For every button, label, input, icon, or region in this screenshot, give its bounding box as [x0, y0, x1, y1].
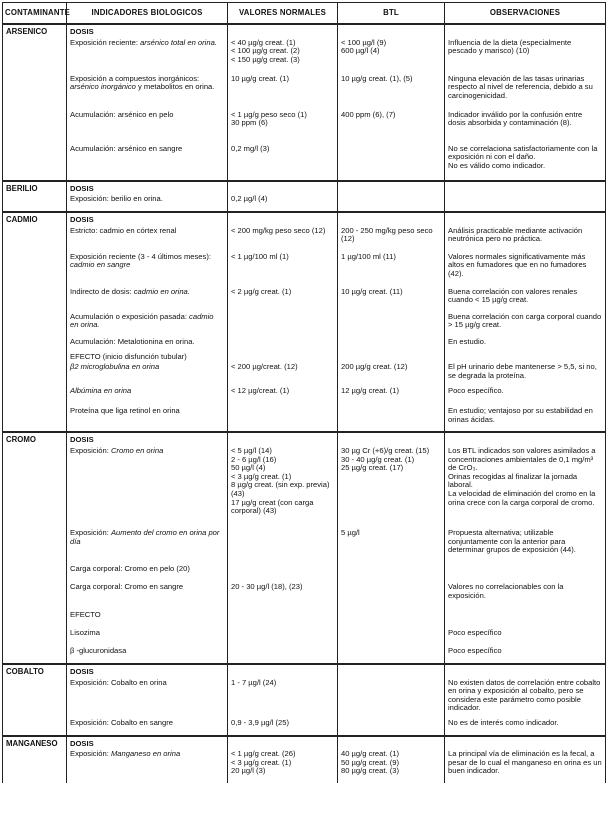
- normal-values-cell: 0,9 - 3,9 µg/l (25): [228, 718, 338, 736]
- observations-cell: Propuesta alternativa; utilizable conjuntamente con la anterior para determinar grupos de exposición (44).: [445, 528, 606, 564]
- indicator-cell: β -glucuronidasa: [67, 646, 228, 664]
- section-label: EFECTO (inicio disfunción tubular): [67, 352, 228, 363]
- table-row: [3, 386, 606, 406]
- observations-cell: Valores normales significativamente más altos en fumadores que en no fumadores (42).: [445, 252, 606, 287]
- indicator-cell: Acumulación o exposición pasada: cadmio en orina.: [67, 312, 228, 337]
- indicator-cell: β2 microglobulina en orina: [67, 362, 228, 386]
- indicator-cell: Exposición: Manganeso en orina: [67, 749, 228, 783]
- normal-values-cell: < 40 µg/g creat. (1) < 100 µg/g creat. (2) < 150 µg/g creat. (3): [228, 38, 338, 74]
- observations-cell: Valores no correlacionables con la exposición.: [445, 582, 606, 610]
- observations-cell: En estudio.: [445, 337, 606, 352]
- normal-values-cell: < 200 mg/kg peso seco (12): [228, 226, 338, 252]
- indicator-cell: Albúmina en orina: [67, 386, 228, 406]
- contaminant-name: BERILIO: [3, 181, 67, 195]
- table-row: [3, 38, 606, 74]
- observations-cell: Indicador inválido por la confusión entre dosis absorbida y contaminación (8).: [445, 110, 606, 144]
- indicator-cell: Exposición a compuestos inorgánicos: arsénico inorgánico y metabolitos en orina.: [67, 74, 228, 110]
- section-label: DOSIS: [67, 664, 228, 678]
- table-row: [3, 646, 606, 664]
- indicator-cell: Exposición: Cobalto en sangre: [67, 718, 228, 736]
- table-row: [3, 628, 606, 646]
- biological-indicators-table: [2, 2, 606, 783]
- indicator-cell: Carga corporal: Cromo en pelo (20): [67, 564, 228, 582]
- btl-cell: 10 µg/g creat. (11): [338, 287, 445, 312]
- normal-values-cell: < 12 µg/creat. (1): [228, 386, 338, 406]
- section-label: DOSIS: [67, 212, 228, 226]
- observations-cell: El pH urinario debe mantenerse > 5,5, si no, se degrada la proteína.: [445, 362, 606, 386]
- observations-cell: Ninguna elevación de las tasas urinarias respecto al nivel de referencia, debido a su carcinogenicidad.: [445, 74, 606, 110]
- indicator-cell: Exposición: Aumento del cromo en orina por día: [67, 528, 228, 564]
- observations-cell: Buena correlación con valores renales cuando < 15 µg/g creat.: [445, 287, 606, 312]
- contaminant-name: CADMIO: [3, 212, 67, 226]
- table-row: [3, 678, 606, 718]
- section-label: DOSIS: [67, 736, 228, 750]
- table-row: [3, 110, 606, 144]
- normal-values-cell: 10 µg/g creat. (1): [228, 74, 338, 110]
- btl-cell: 200 µg/g creat. (12): [338, 362, 445, 386]
- indicator-cell: Proteína que liga retinol en orina: [67, 406, 228, 432]
- table-row: [3, 564, 606, 582]
- indicator-cell: Exposición reciente (3 - 4 últimos meses): cadmio en sangre: [67, 252, 228, 287]
- table-row: [3, 337, 606, 352]
- normal-values-cell: 0,2 µg/l (4): [228, 194, 338, 212]
- table-row: [3, 582, 606, 610]
- observations-cell: En estudio; ventajoso por su estabilidad en orinas ácidas.: [445, 406, 606, 432]
- btl-cell: 12 µg/g creat. (1): [338, 386, 445, 406]
- table-row: [3, 664, 606, 678]
- observations-cell: Análisis practicable mediante activación neutrónica pero no práctica.: [445, 226, 606, 252]
- indicator-cell: Exposición: Cobalto en orina: [67, 678, 228, 718]
- table-row: [3, 212, 606, 226]
- btl-cell: 40 µg/g creat. (1) 50 µg/g creat. (9) 80 µg/g creat. (3): [338, 749, 445, 783]
- observations-cell: No existen datos de correlación entre cobalto en orina y exposición al cobalto, pero se considera este parámetro como posible indicador.: [445, 678, 606, 718]
- table-row: [3, 446, 606, 528]
- normal-values-cell: < 200 µg/creat. (12): [228, 362, 338, 386]
- table-row: [3, 528, 606, 564]
- normal-values-cell: < 1 µg/100 ml (1): [228, 252, 338, 287]
- normal-values-cell: 20 - 30 µg/l (18), (23): [228, 582, 338, 610]
- btl-cell: 1 µg/100 ml (11): [338, 252, 445, 287]
- normal-values-cell: < 5 µg/l (14) 2 - 6 µg/l (16) 50 µg/l (4) < 3 µg/g creat. (1) 8 µg/g creat. (sin exp. previa) (43) 17 µg/g creat (con carga corporal) (43): [228, 446, 338, 528]
- observations-cell: Los BTL indicados son valores asimilados a concentraciones ambientales de 0,1 mg/m³ de CrO₃. Orinas recogidas al finalizar la jornada laboral. La velocidad de eliminación del cromo en la orina crece con la carga corporal de cromo.: [445, 446, 606, 528]
- observations-cell: Poco específico.: [445, 386, 606, 406]
- observations-cell: Buena correlación con carga corporal cuando > 15 µg/g creat.: [445, 312, 606, 337]
- section-label: EFECTO: [67, 610, 228, 628]
- observations-cell: No se correlaciona satisfactoriamente con la exposición ni con el daño. No es válido como indicador.: [445, 144, 606, 181]
- table-row: [3, 718, 606, 736]
- contaminant-name: CROMO: [3, 432, 67, 446]
- observations-cell: Poco específico: [445, 628, 606, 646]
- indicator-cell: Acumulación: Metalotionina en orina.: [67, 337, 228, 352]
- table-row: [3, 749, 606, 783]
- observations-cell: Poco específico: [445, 646, 606, 664]
- normal-values-cell: < 1 µg/g creat. (26) < 3 µg/g creat. (1) 20 µg/l (3): [228, 749, 338, 783]
- btl-cell: 200 - 250 mg/kg peso seco (12): [338, 226, 445, 252]
- section-label: DOSIS: [67, 24, 228, 38]
- table-row: [3, 610, 606, 628]
- indicator-cell: Carga corporal: Cromo en sangre: [67, 582, 228, 610]
- indicator-cell: Exposición: berilio en orina.: [67, 194, 228, 212]
- observations-cell: No es de interés como indicador.: [445, 718, 606, 736]
- normal-values-cell: < 2 µg/g creat. (1): [228, 287, 338, 312]
- table-row: [3, 312, 606, 337]
- observations-cell: Influencia de la dieta (especialmente pescado y marisco) (10): [445, 38, 606, 74]
- table-row: [3, 181, 606, 195]
- btl-cell: 10 µg/g creat. (1), (5): [338, 74, 445, 110]
- header-btl: BTL: [338, 3, 445, 25]
- section-label: DOSIS: [67, 181, 228, 195]
- indicator-cell: Indirecto de dosis: cadmio en orina.: [67, 287, 228, 312]
- indicator-cell: Estricto: cadmio en córtex renal: [67, 226, 228, 252]
- btl-cell: < 100 µg/l (9) 600 µg/l (4): [338, 38, 445, 74]
- btl-cell: 400 ppm (6), (7): [338, 110, 445, 144]
- header-contaminante: CONTAMINANTE: [3, 3, 67, 25]
- table-row: [3, 287, 606, 312]
- header-valores-normales: VALORES NORMALES: [228, 3, 338, 25]
- table-row: [3, 24, 606, 38]
- table-row: [3, 352, 606, 363]
- normal-values-cell: 0,2 mg/l (3): [228, 144, 338, 181]
- indicator-cell: Acumulación: arsénico en sangre: [67, 144, 228, 181]
- header-observaciones: OBSERVACIONES: [445, 3, 606, 25]
- contaminant-name: ARSENICO: [3, 24, 67, 38]
- table-header-row: [3, 3, 606, 25]
- table-row: [3, 74, 606, 110]
- table-row: [3, 432, 606, 446]
- contaminant-name: COBALTO: [3, 664, 67, 678]
- table-row: [3, 736, 606, 750]
- normal-values-cell: 1 - 7 µg/l (24): [228, 678, 338, 718]
- observations-cell: La principal vía de eliminación es la fecal, a pesar de lo cual el manganeso en orina es un buen indicador.: [445, 749, 606, 783]
- indicator-cell: Exposición reciente: arsénico total en orina.: [67, 38, 228, 74]
- table-row: [3, 194, 606, 212]
- table-row: [3, 406, 606, 432]
- btl-cell: 5 µg/l: [338, 528, 445, 564]
- normal-values-cell: < 1 µg/g peso seco (1) 30 ppm (6): [228, 110, 338, 144]
- section-label: DOSIS: [67, 432, 228, 446]
- table-row: [3, 362, 606, 386]
- contaminant-name: MANGANESO: [3, 736, 67, 750]
- indicator-cell: Acumulación: arsénico en pelo: [67, 110, 228, 144]
- table-row: [3, 226, 606, 252]
- indicator-cell: Lisozima: [67, 628, 228, 646]
- header-indicadores: INDICADORES BIOLOGICOS: [67, 3, 228, 25]
- table-row: [3, 144, 606, 181]
- table-row: [3, 252, 606, 287]
- btl-cell: 30 µg Cr (+6)/g creat. (15) 30 - 40 µg/g creat. (1) 25 µg/g creat. (17): [338, 446, 445, 528]
- indicator-cell: Exposición: Cromo en orina: [67, 446, 228, 528]
